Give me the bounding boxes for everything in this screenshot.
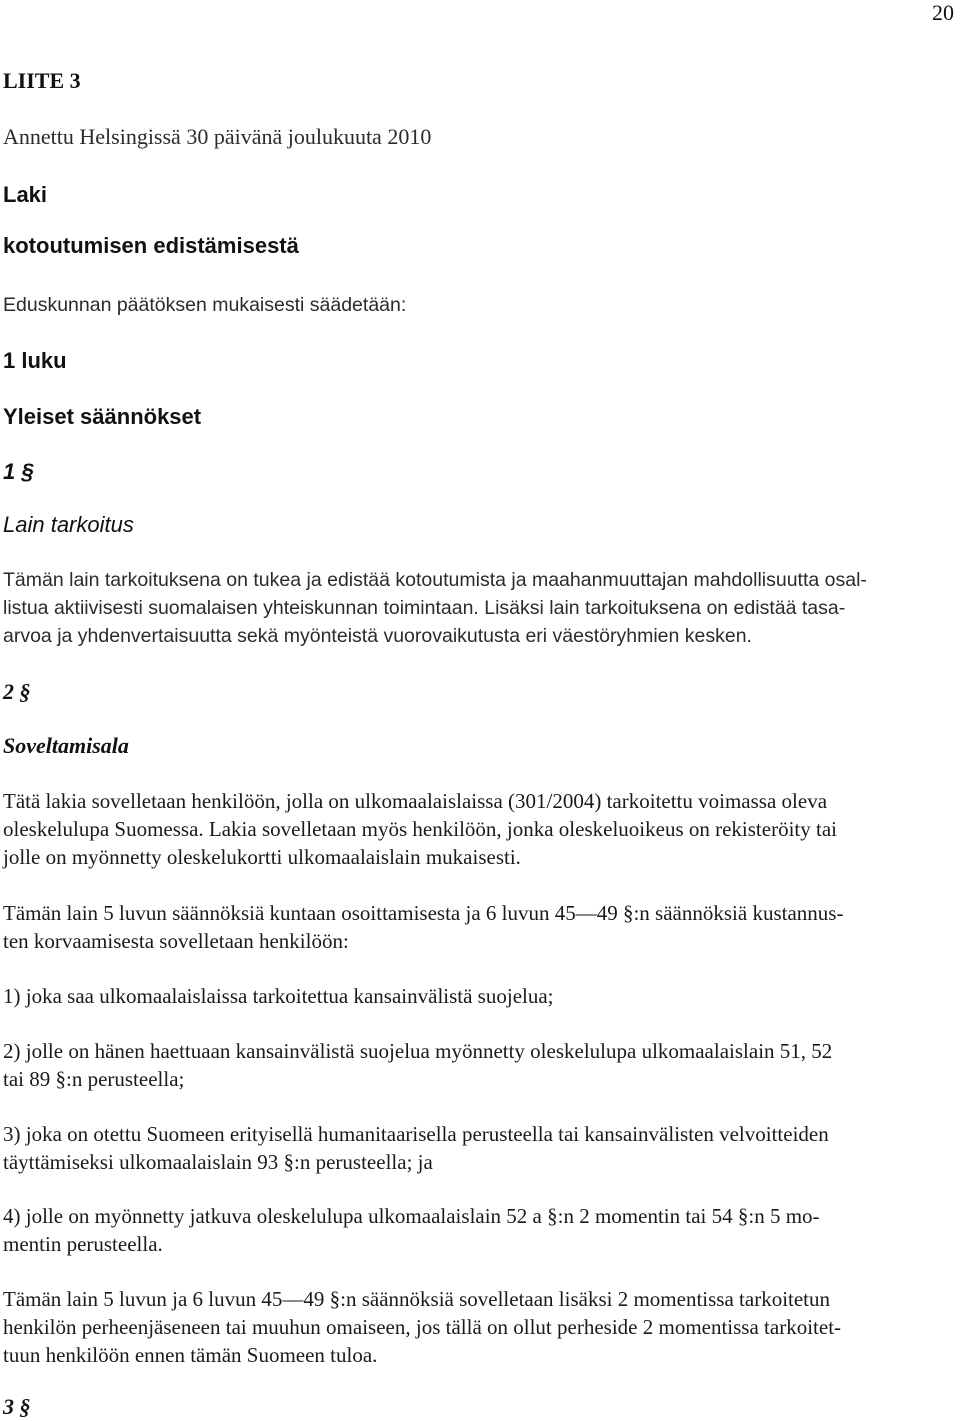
section-3-number: 3 § [3,1394,31,1419]
list-item-3-line: 3) joka on otettu Suomeen erityisellä humanitaarisella perusteella tai kansainvälisten velvoitteiden [3,1122,829,1146]
list-item-1: 1) joka saa ulkomaalaislaissa tarkoitettua kansainvälistä suojelua; [3,984,554,1008]
list-item-3-line: täyttämiseksi ulkomaalaislain 93 §:n perusteella; ja [3,1150,433,1174]
list-item-2-line: 2) jolle on hänen haettuaan kansainvälistä suojelua myönnetty oleskelulupa ulkomaalaislain 51, 52 [3,1039,833,1063]
law-title: Laki [3,182,48,207]
section-1-number: 1 § [3,459,34,484]
section-1-text-line: arvoa ja yhdenvertaisuutta sekä myönteistä vuorovaikutusta eri väestöryhmien kesken. [3,625,752,647]
date-line: Annettu Helsingissä 30 päivänä joulukuuta 2010 [3,124,432,149]
section-2-paragraph-1-line: oleskelulupa Suomessa. Lakia sovelletaan myös henkilöön, jonka oleskeluoikeus on rekisteröity tai [3,817,837,841]
section-2-number: 2 § [3,679,31,704]
section-2-title: Soveltamisala [3,733,129,758]
list-item-4-line: 4) jolle on myönnetty jatkuva oleskelulupa ulkomaalaislain 52 a §:n 2 momentin tai 54 §:n 5 mo- [3,1204,820,1228]
section-2-paragraph-3-line: tuun henkilöön ennen tämän Suomeen tuloa. [3,1343,378,1367]
law-subtitle: kotoutumisen edistämisestä [3,233,299,258]
section-2-paragraph-2-line: Tämän lain 5 luvun säännöksiä kuntaan osoittamisesta ja 6 luvun 45―49 §:n säännöksiä kustannus- [3,901,844,925]
enactment-clause: Eduskunnan päätöksen mukaisesti säädetään: [3,294,407,316]
list-item-4-line: mentin perusteella. [3,1232,163,1256]
page-number: 20 [932,0,954,25]
chapter-number: 1 luku [3,348,67,373]
section-2-paragraph-1-line: jolle on myönnetty oleskelukortti ulkomaalaislain mukaisesti. [3,845,521,869]
appendix-label: LIITE 3 [3,68,81,93]
section-1-text-line: Tämän lain tarkoituksena on tukea ja edistää kotoutumista ja maahanmuuttajan mahdollisuutta osal- [3,569,867,591]
chapter-title: Yleiset säännökset [3,404,202,429]
section-2-paragraph-1-line: Tätä lakia sovelletaan henkilöön, jolla on ulkomaalaislaissa (301/2004) tarkoitettu voimassa oleva [3,789,828,813]
section-1-text-line: listua aktiivisesti suomalaisen yhteiskunnan toimintaan. Lisäksi lain tarkoituksena on edistää tasa- [3,597,846,619]
section-1-title: Lain tarkoitus [3,512,134,537]
section-2-paragraph-2-line: ten korvaamisesta sovelletaan henkilöön: [3,929,349,953]
list-item-2-line: tai 89 §:n perusteella; [3,1067,185,1091]
section-2-paragraph-3-line: henkilön perheenjäseneen tai muuhun omaiseen, jos tällä on ollut perheside 2 momentissa tarkoitet- [3,1315,842,1339]
section-2-paragraph-3-line: Tämän lain 5 luvun ja 6 luvun 45―49 §:n säännöksiä sovelletaan lisäksi 2 momentissa tarkoitetun [3,1287,831,1311]
